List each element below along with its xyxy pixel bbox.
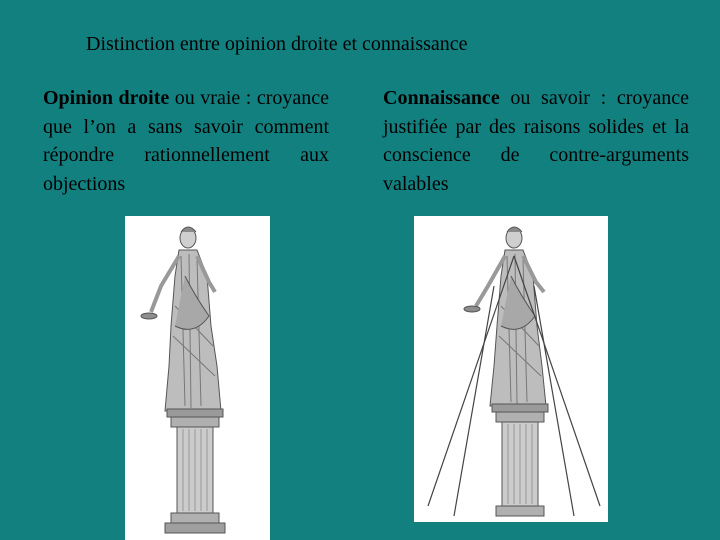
opinion-definition (43, 84, 329, 198)
opinion-term: Opinion droite (43, 87, 170, 109)
statue-figure (125, 216, 270, 540)
tethered-statue-figure (414, 216, 608, 522)
slide-title: Distinction entre opinion droite et connaissance (86, 33, 468, 55)
opinion-text: ou vraie : croyance que l’on a sans savoir comment répondre rationnellement aux objections (43, 87, 329, 195)
statue-image (125, 216, 270, 540)
tethered-statue-image (414, 216, 608, 522)
knowledge-definition (383, 84, 689, 198)
knowledge-term: Connaissance (383, 87, 500, 109)
knowledge-text: ou savoir : croyance justifiée par des raisons solides et la conscience de contre-arguments valables (383, 87, 689, 195)
